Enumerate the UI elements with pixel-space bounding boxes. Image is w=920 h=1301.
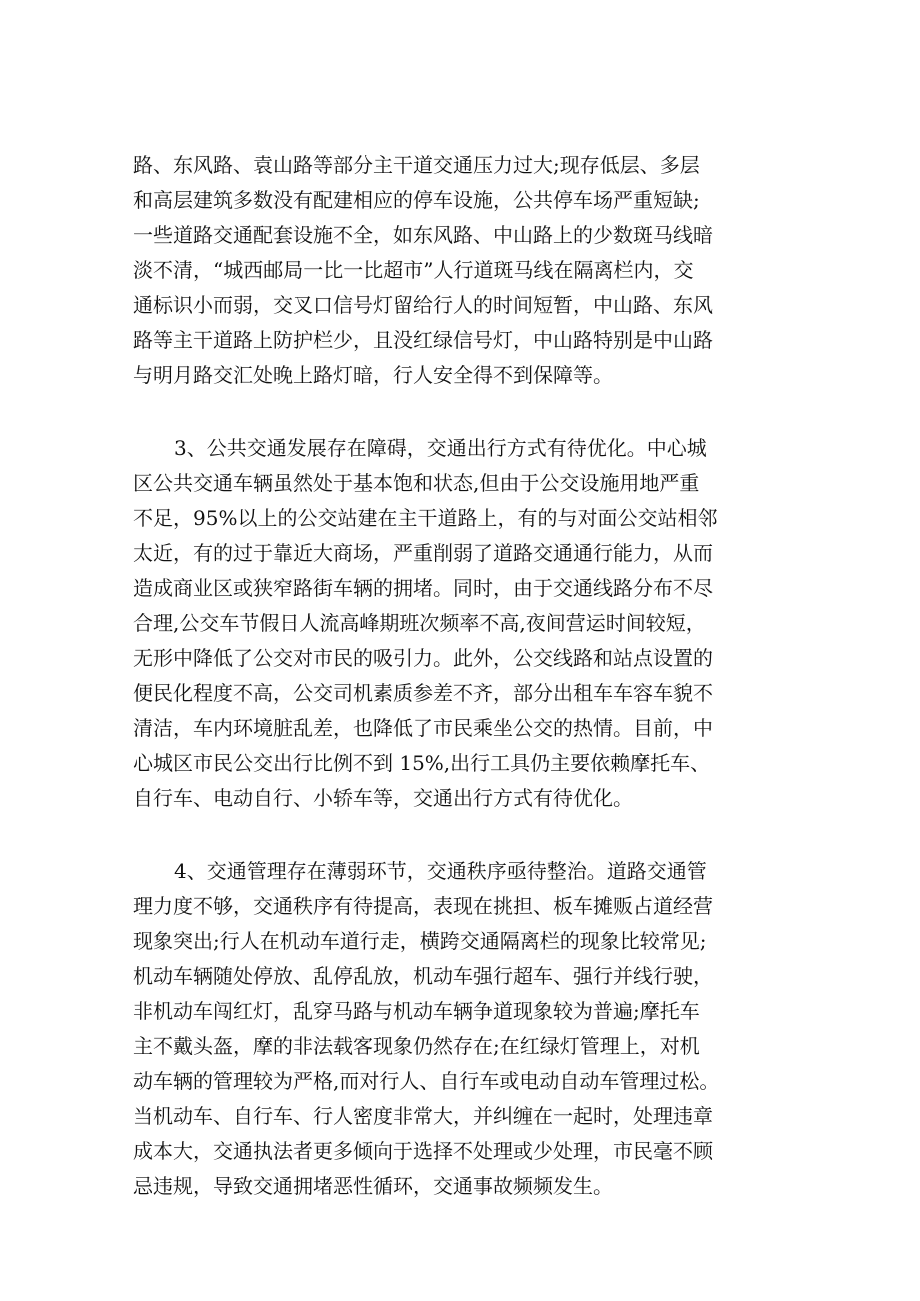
text-line: 当机动车、自行车、行人密度非常大，并纠缠在一起时，处理违章	[133, 1104, 713, 1128]
paragraph-spacer	[133, 393, 803, 431]
text-line: 和高层建筑多数没有配建相应的停车设施，公共停车场严重短缺;	[133, 188, 700, 212]
text-line: 区公共交通车辆虽然处于基本饱和状态,但由于公交设施用地严重	[133, 471, 700, 495]
text-line: 造成商业区或狭窄路街车辆的拥堵。同时，由于交通线路分布不尽	[133, 576, 713, 600]
text-line: 一些道路交通配套设施不全，如东风路、中山路上的少数斑马线暗	[133, 223, 713, 247]
text-line: 非机动车闯红灯，乱穿马路与机动车辆争道现象较为普遍;摩托车	[133, 999, 700, 1023]
paragraph-road-pressure	[133, 148, 803, 393]
text-line: 忌违规，导致交通拥堵恶性循环，交通事故频频发生。	[133, 1174, 613, 1198]
text-line: 自行车、电动自行、小轿车等，交通出行方式有待优化。	[133, 786, 633, 810]
text-line: 动车辆的管理较为严格,而对行人、自行车或电动自动车管理过松。	[133, 1069, 720, 1093]
text-line: 便民化程度不高，公交司机素质参差不齐，部分出租车车容车貌不	[133, 681, 713, 705]
text-line: 太近，有的过于靠近大商场，严重削弱了道路交通通行能力，从而	[133, 541, 713, 565]
paragraph-public-transport	[133, 431, 803, 816]
text-line: 4、交通管理存在薄弱环节，交通秩序亟待整治。道路交通管	[174, 859, 707, 883]
text-line: 淡不清，“城西邮局一比一比超市”人行道斑马线在隔离栏内，交	[133, 258, 694, 282]
text-line: 不足，95%以上的公交站建在主干道路上，有的与对面公交站相邻	[133, 506, 718, 530]
text-line: 清洁，车内环境脏乱差，也降低了市民乘坐公交的热情。目前，中	[133, 716, 713, 740]
paragraph-spacer	[133, 816, 803, 854]
paragraph-traffic-management	[133, 854, 803, 1204]
text-line: 通标识小而弱，交叉口信号灯留给行人的时间短暂，中山路、东风	[133, 293, 713, 317]
text-line: 合理,公交车节假日人流高峰期班次频率不高,夜间营运时间较短，	[133, 611, 706, 635]
text-line: 现象突出;行人在机动车道行走，横跨交通隔离栏的现象比较常见;	[133, 929, 707, 953]
text-line: 心城区市民公交出行比例不到 15%,出行工具仍主要依赖摩托车、	[133, 751, 711, 775]
text-line: 机动车辆随处停放、乱停乱放，机动车强行超车、强行并线行驶，	[133, 964, 713, 988]
text-line: 无形中降低了公交对市民的吸引力。此外，公交线路和站点设置的	[133, 646, 713, 670]
document-body	[133, 148, 803, 1204]
text-line: 主不戴头盔，摩的非法载客现象仍然存在;在红绿灯管理上，对机	[133, 1034, 700, 1058]
text-line: 理力度不够，交通秩序有待提高，表现在挑担、板车摊贩占道经营	[133, 894, 713, 918]
text-line: 成本大，交通执法者更多倾向于选择不处理或少处理，市民毫不顾	[133, 1139, 713, 1163]
text-line: 3、公共交通发展存在障碍，交通出行方式有待优化。中心城	[174, 436, 707, 460]
text-line: 路、东风路、袁山路等部分主干道交通压力过大;现存低层、多层	[133, 153, 700, 177]
text-line: 路等主干道路上防护栏少，且没红绿信号灯，中山路特别是中山路	[133, 328, 713, 352]
text-line: 与明月路交汇处晚上路灯暗，行人安全得不到保障等。	[133, 363, 613, 387]
